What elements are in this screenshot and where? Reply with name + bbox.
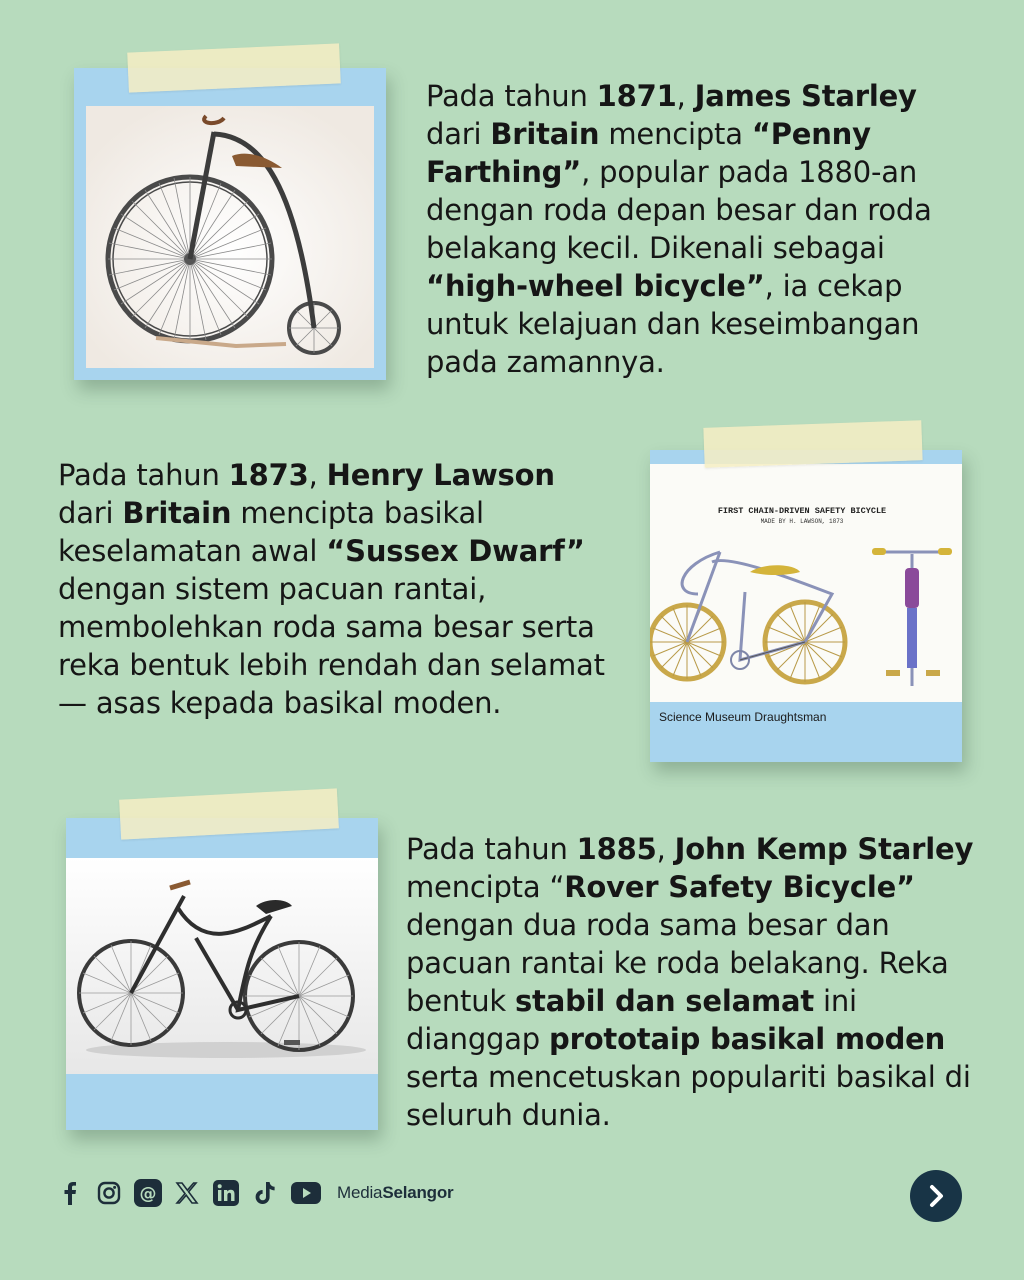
paragraph-1873 — [58, 456, 623, 722]
photo-card-rover-safety-bicycle — [66, 818, 378, 1130]
threads-icon[interactable] — [134, 1179, 162, 1207]
text: mencipta “ — [406, 870, 565, 904]
text: mencipta basikal keselamatan awal — [58, 496, 484, 568]
linkedin-icon[interactable] — [212, 1179, 240, 1207]
paragraph-1871 — [426, 77, 966, 381]
drawing-subtitle: MADE BY H. LAWSON, 1873 — [760, 518, 844, 525]
paragraph-1885 — [406, 830, 996, 1134]
text: ini dianggap — [406, 984, 857, 1056]
bicycle-name-sussex-dwarf: “Sussex Dwarf” — [326, 534, 585, 568]
country-britain: Britain — [490, 117, 600, 151]
text: dengan sistem pacuan rantai, membolehkan roda sama besar serta reka bentuk lebih rendah dan selamat — asas kepada basikal moden. — [58, 572, 605, 720]
text: serta mencetuskan populariti basikal di seluruh dunia. — [406, 1060, 971, 1132]
text: , — [656, 832, 675, 866]
instagram-icon[interactable] — [95, 1179, 123, 1207]
x-icon[interactable] — [173, 1179, 201, 1207]
svg-text:@: @ — [139, 1184, 157, 1204]
chevron-right-icon — [925, 1183, 947, 1209]
brand-light: Media — [337, 1183, 383, 1202]
country-britain: Britain — [122, 496, 232, 530]
text: , — [676, 79, 695, 113]
text: mencipta — [599, 117, 752, 151]
facebook-icon[interactable] — [56, 1179, 84, 1207]
text: , ia cekap untuk kelajuan dan keseimbangan pada zamannya. — [426, 269, 920, 379]
tape-strip — [703, 420, 922, 468]
text: Pada tahun — [426, 79, 597, 113]
next-slide-button[interactable] — [910, 1170, 962, 1222]
rover-safety-bicycle-photo — [66, 858, 378, 1074]
year-1871: 1871 — [596, 79, 677, 113]
sussex-dwarf-drawing — [650, 464, 962, 702]
year-1885: 1885 — [576, 832, 657, 866]
alias-high-wheel-bicycle: “high-wheel bicycle” — [426, 269, 765, 303]
year-1873: 1873 — [228, 458, 309, 492]
emphasis-stabil-dan-selamat: stabil dan selamat — [515, 984, 814, 1018]
inventor-james-starley: James Starley — [694, 79, 917, 113]
text: Pada tahun — [406, 832, 577, 866]
text: dari — [426, 117, 491, 151]
drawing-title: FIRST CHAIN-DRIVEN SAFETY BICYCLE — [717, 506, 887, 516]
bicycle-name-penny-farthing: “Penny Farthing” — [426, 117, 871, 189]
text: Pada tahun — [58, 458, 229, 492]
text: , — [308, 458, 327, 492]
youtube-icon[interactable] — [290, 1179, 322, 1207]
bicycle-name-rover: Rover Safety Bicycle” — [564, 870, 915, 904]
brand-bold: Selangor — [382, 1183, 454, 1202]
text: , popular pada 1880-an dengan roda depan besar dan roda belakang kecil. Dikenali sebagai — [426, 155, 932, 265]
photo-credit-caption: Science Museum Draughtsman — [659, 710, 827, 724]
tiktok-icon[interactable] — [251, 1179, 279, 1207]
text: dengan dua roda sama besar dan pacuan rantai ke roda belakang. Reka bentuk — [406, 908, 949, 1018]
brand-logo-mediaselangor — [337, 1183, 453, 1203]
inventor-john-kemp-starley: John Kemp Starley — [674, 832, 974, 866]
social-footer — [56, 1176, 453, 1210]
text: dari — [58, 496, 123, 530]
emphasis-prototaip-basikal-moden: prototaip basikal moden — [549, 1022, 946, 1056]
inventor-henry-lawson: Henry Lawson — [326, 458, 555, 492]
photo-card-sussex-dwarf — [650, 450, 962, 762]
photo-card-penny-farthing — [74, 68, 386, 380]
penny-farthing-photo — [86, 106, 374, 368]
